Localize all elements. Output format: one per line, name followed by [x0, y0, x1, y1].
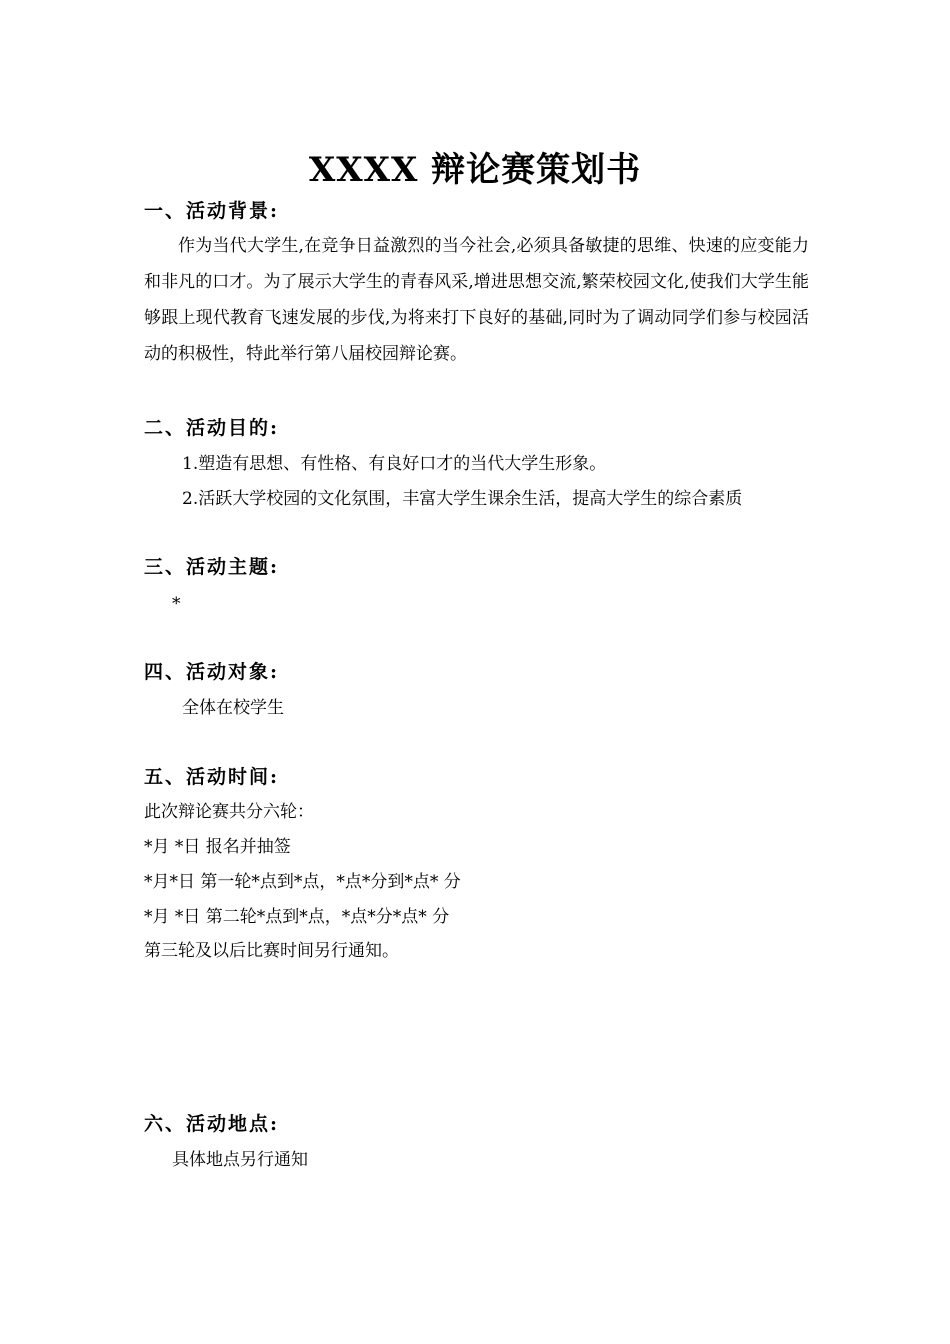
audience-content: 全体在校学生	[182, 698, 284, 718]
time-line-1: 此次辩论赛共分六轮：	[144, 802, 314, 822]
section-heading-background: 一、活动背景:	[144, 200, 280, 222]
time-line-5: 第三轮及以后比赛时间另行通知。	[144, 941, 399, 961]
purpose-item-2: 2.活跃大学校园的文化氛围，丰富大学生课余生活，提高大学生的综合素质	[182, 489, 743, 509]
time-line-3: *月*日 第一轮*点到*点，*点*分到*点* 分	[144, 872, 461, 892]
section-heading-location: 六、活动地点:	[144, 1113, 280, 1135]
section-heading-audience: 四、活动对象:	[144, 661, 280, 683]
section-heading-theme: 三、活动主题:	[144, 556, 280, 578]
purpose-item-1: 1.塑造有思想、有性格、有良好口才的当代大学生形象。	[182, 454, 607, 474]
time-line-4: *月 *日 第二轮*点到*点，*点*分*点* 分	[144, 907, 450, 927]
section-heading-time: 五、活动时间:	[144, 766, 280, 788]
location-content: 具体地点另行通知	[172, 1150, 308, 1170]
document-title: XXXX 辩论赛策划书	[308, 150, 642, 190]
time-line-2: *月 *日 报名并抽签	[144, 837, 291, 857]
theme-content: *	[172, 594, 181, 614]
background-paragraph: 作为当代大学生,在竞争日益激烈的当今社会,必须具备敏捷的思维、快速的应变能力和非凡的口才。为了展示大学生的青春风采,增进思想交流,繁荣校园文化,使我们大学生能够跟上现代教育飞速发展的步伐,为将来打下良好的基础,同时为了调动同学们参与校园活动的积极性，特此举行第八届校园辩论赛。	[144, 236, 809, 364]
section-heading-purpose: 二、活动目的:	[144, 417, 280, 439]
